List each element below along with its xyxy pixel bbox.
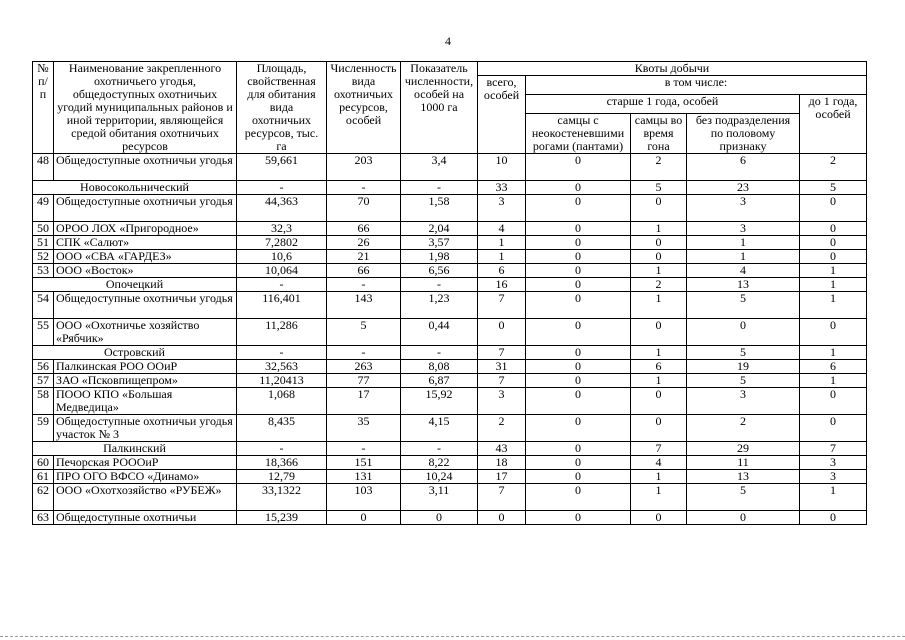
district-row <box>33 181 867 195</box>
cell-total: 16 <box>478 278 526 292</box>
table-row <box>33 360 867 374</box>
cell-density: 0,44 <box>401 319 478 346</box>
cell-area: 10,6 <box>237 250 327 264</box>
table-row <box>33 264 867 278</box>
district-name: Опочецкий <box>33 278 237 292</box>
cell-total: 7 <box>478 484 526 511</box>
cell-density: 6,87 <box>401 374 478 388</box>
header-total: всего, особей <box>478 76 526 154</box>
cell-rut: 1 <box>631 292 687 319</box>
cell-antlers: 0 <box>526 292 631 319</box>
cell-young: 1 <box>800 292 867 319</box>
cell-antlers: 0 <box>526 388 631 415</box>
cell-total: 6 <box>478 264 526 278</box>
cell-rut: 0 <box>631 388 687 415</box>
cell-nosex: 23 <box>687 181 800 195</box>
cell-area: 116,401 <box>237 292 327 319</box>
cell-area: 15,239 <box>237 511 327 525</box>
cell-total: 4 <box>478 222 526 236</box>
cell-density: - <box>401 181 478 195</box>
hunting-ground-name: Общедоступные охотничьи угодья <box>54 195 237 222</box>
cell-rut: 2 <box>631 278 687 292</box>
cell-density: 3,11 <box>401 484 478 511</box>
cell-young: 3 <box>800 456 867 470</box>
row-number: 55 <box>33 319 54 346</box>
cell-nosex: 0 <box>687 319 800 346</box>
cell-area: 11,20413 <box>237 374 327 388</box>
cell-density: 1,58 <box>401 195 478 222</box>
header-density: Показатель численности, особей на 1000 га <box>401 62 478 154</box>
cell-antlers: 0 <box>526 346 631 360</box>
cell-nosex: 11 <box>687 456 800 470</box>
cell-area: 33,1322 <box>237 484 327 511</box>
header-males-antlers: самцы с неокостеневшими рогами (пантами) <box>526 114 631 154</box>
cell-total: 7 <box>478 374 526 388</box>
row-number: 49 <box>33 195 54 222</box>
cell-rut: 2 <box>631 154 687 181</box>
cell-count: 143 <box>327 292 401 319</box>
cell-young: 0 <box>800 195 867 222</box>
cell-density: 10,24 <box>401 470 478 484</box>
cell-density: 1,23 <box>401 292 478 319</box>
cell-antlers: 0 <box>526 319 631 346</box>
cell-area: 11,286 <box>237 319 327 346</box>
cell-antlers: 0 <box>526 415 631 442</box>
hunting-ground-name: Общедоступные охотничьи угодья <box>54 154 237 181</box>
row-number: 63 <box>33 511 54 525</box>
header-area: Площадь, свойственная для обитания вида охотничьих ресурсов, тыс. га <box>237 62 327 154</box>
cell-nosex: 5 <box>687 374 800 388</box>
cell-rut: 1 <box>631 374 687 388</box>
cell-density: 0 <box>401 511 478 525</box>
hunting-ground-name: ООО «Охотничье хозяйство «Рябчик» <box>54 319 237 346</box>
cell-rut: 6 <box>631 360 687 374</box>
row-number: 48 <box>33 154 54 181</box>
hunting-ground-name: Палкинская РОО ООиР <box>54 360 237 374</box>
row-number: 50 <box>33 222 54 236</box>
cell-area: - <box>237 278 327 292</box>
cell-density: - <box>401 346 478 360</box>
cell-count: 66 <box>327 264 401 278</box>
cell-area: 10,064 <box>237 264 327 278</box>
row-number: 53 <box>33 264 54 278</box>
cell-nosex: 5 <box>687 484 800 511</box>
cell-rut: 0 <box>631 319 687 346</box>
cell-antlers: 0 <box>526 195 631 222</box>
cell-area: 18,366 <box>237 456 327 470</box>
cell-young: 1 <box>800 278 867 292</box>
cell-antlers: 0 <box>526 456 631 470</box>
cell-antlers: 0 <box>526 181 631 195</box>
cell-count: 263 <box>327 360 401 374</box>
cell-nosex: 6 <box>687 154 800 181</box>
header-older: старше 1 года, особей <box>526 95 800 114</box>
cell-antlers: 0 <box>526 442 631 456</box>
cell-rut: 0 <box>631 250 687 264</box>
table-row <box>33 374 867 388</box>
header-num: № п/п <box>33 62 54 154</box>
cell-antlers: 0 <box>526 264 631 278</box>
cell-total: 7 <box>478 346 526 360</box>
cell-antlers: 0 <box>526 360 631 374</box>
table-row <box>33 484 867 511</box>
cell-area: 1,068 <box>237 388 327 415</box>
table-row <box>33 470 867 484</box>
cell-nosex: 5 <box>687 292 800 319</box>
cell-density: 8,22 <box>401 456 478 470</box>
cell-area: 59,661 <box>237 154 327 181</box>
cell-area: - <box>237 181 327 195</box>
cell-total: 1 <box>478 250 526 264</box>
header-quotas: Квоты добычи <box>478 62 867 76</box>
cell-nosex: 5 <box>687 346 800 360</box>
cell-count: 70 <box>327 195 401 222</box>
page-number: 4 <box>445 34 451 48</box>
table-row <box>33 415 867 442</box>
cell-total: 2 <box>478 415 526 442</box>
cell-count: 5 <box>327 319 401 346</box>
cell-count: 21 <box>327 250 401 264</box>
cell-area: 8,435 <box>237 415 327 442</box>
cell-rut: 1 <box>631 484 687 511</box>
district-row <box>33 278 867 292</box>
cell-count: 203 <box>327 154 401 181</box>
cell-total: 1 <box>478 236 526 250</box>
cell-area: 32,563 <box>237 360 327 374</box>
cell-density: 3,4 <box>401 154 478 181</box>
cell-nosex: 13 <box>687 278 800 292</box>
cell-rut: 0 <box>631 236 687 250</box>
cell-young: 0 <box>800 222 867 236</box>
cell-density: 8,08 <box>401 360 478 374</box>
cell-nosex: 0 <box>687 511 800 525</box>
district-name: Новосокольнический <box>33 181 237 195</box>
cell-total: 3 <box>478 195 526 222</box>
district-name: Островский <box>33 346 237 360</box>
header-males-rut: самцы во время гона <box>631 114 687 154</box>
cell-young: 0 <box>800 415 867 442</box>
row-number: 59 <box>33 415 54 442</box>
cell-young: 1 <box>800 374 867 388</box>
cell-total: 31 <box>478 360 526 374</box>
row-number: 58 <box>33 388 54 415</box>
table-row <box>33 511 867 525</box>
district-row <box>33 442 867 456</box>
cell-area: 32,3 <box>237 222 327 236</box>
row-number: 61 <box>33 470 54 484</box>
table-row <box>33 236 867 250</box>
cell-nosex: 3 <box>687 388 800 415</box>
cell-young: 1 <box>800 484 867 511</box>
district-row <box>33 346 867 360</box>
cell-nosex: 3 <box>687 195 800 222</box>
district-name: Палкинский <box>33 442 237 456</box>
cell-count: 151 <box>327 456 401 470</box>
table-row <box>33 195 867 222</box>
table-row <box>33 250 867 264</box>
cell-nosex: 2 <box>687 415 800 442</box>
cell-nosex: 13 <box>687 470 800 484</box>
table-row <box>33 222 867 236</box>
cell-nosex: 1 <box>687 250 800 264</box>
cell-young: 0 <box>800 250 867 264</box>
cell-area: - <box>237 442 327 456</box>
hunting-ground-name: Печорская РОООиР <box>54 456 237 470</box>
hunting-ground-name: ЗАО «Псковпищепром» <box>54 374 237 388</box>
cell-young: 7 <box>800 442 867 456</box>
table-row <box>33 292 867 319</box>
header-young: до 1 года, особей <box>800 95 867 154</box>
hunting-ground-name: ООО «Восток» <box>54 264 237 278</box>
cell-young: 2 <box>800 154 867 181</box>
row-number: 62 <box>33 484 54 511</box>
cell-nosex: 1 <box>687 236 800 250</box>
cell-count: - <box>327 181 401 195</box>
cell-count: 103 <box>327 484 401 511</box>
cell-count: - <box>327 278 401 292</box>
cell-density: 3,57 <box>401 236 478 250</box>
cell-antlers: 0 <box>526 484 631 511</box>
cell-nosex: 29 <box>687 442 800 456</box>
cell-young: 5 <box>800 181 867 195</box>
cell-total: 3 <box>478 388 526 415</box>
cell-rut: 0 <box>631 415 687 442</box>
cell-total: 7 <box>478 292 526 319</box>
row-number: 54 <box>33 292 54 319</box>
cell-count: 26 <box>327 236 401 250</box>
row-number: 52 <box>33 250 54 264</box>
cell-rut: 1 <box>631 222 687 236</box>
cell-count: 0 <box>327 511 401 525</box>
cell-rut: 0 <box>631 511 687 525</box>
cell-area: 44,363 <box>237 195 327 222</box>
cell-count: - <box>327 346 401 360</box>
row-number: 60 <box>33 456 54 470</box>
cell-total: 33 <box>478 181 526 195</box>
cell-nosex: 3 <box>687 222 800 236</box>
cell-young: 0 <box>800 511 867 525</box>
cell-nosex: 4 <box>687 264 800 278</box>
table-row <box>33 319 867 346</box>
table-row <box>33 154 867 181</box>
cell-total: 17 <box>478 470 526 484</box>
cell-antlers: 0 <box>526 236 631 250</box>
cell-antlers: 0 <box>526 222 631 236</box>
cell-total: 18 <box>478 456 526 470</box>
quota-table <box>32 61 867 525</box>
cell-density: 1,98 <box>401 250 478 264</box>
hunting-ground-name: ООО «Охотхозяйство «РУБЕЖ» <box>54 484 237 511</box>
cell-young: 0 <box>800 319 867 346</box>
cell-area: 7,2802 <box>237 236 327 250</box>
cell-antlers: 0 <box>526 511 631 525</box>
cell-count: 66 <box>327 222 401 236</box>
cell-count: 35 <box>327 415 401 442</box>
cell-young: 1 <box>800 264 867 278</box>
cell-area: - <box>237 346 327 360</box>
hunting-ground-name: Общедоступные охотничьи угодья <box>54 292 237 319</box>
cell-density: 15,92 <box>401 388 478 415</box>
header-count: Численность вида охотничьих ресурсов, особей <box>327 62 401 154</box>
cell-rut: 1 <box>631 470 687 484</box>
row-number: 56 <box>33 360 54 374</box>
header-including: в том числе: <box>526 76 867 95</box>
row-number: 51 <box>33 236 54 250</box>
hunting-ground-name: Общедоступные охотничьи угодья участок № 3 <box>54 415 237 442</box>
hunting-ground-name: ООО «СВА «ГАРДЕЗ» <box>54 250 237 264</box>
header-no-sex: без подразделения по половому признаку <box>687 114 800 154</box>
header-name: Наименование закрепленного охотничьего угодья, общедоступных охотничьих угодий муниципальных районов и иной территории, являющейся средой обитания охотничьих ресурсов <box>54 62 237 154</box>
cell-rut: 0 <box>631 195 687 222</box>
cell-density: - <box>401 278 478 292</box>
hunting-ground-name: ПРО ОГО ВФСО «Динамо» <box>54 470 237 484</box>
cell-rut: 5 <box>631 181 687 195</box>
cell-count: 17 <box>327 388 401 415</box>
cell-total: 0 <box>478 319 526 346</box>
cell-rut: 1 <box>631 264 687 278</box>
table-row <box>33 456 867 470</box>
hunting-ground-name: СПК «Салют» <box>54 236 237 250</box>
cell-antlers: 0 <box>526 470 631 484</box>
cell-count: 77 <box>327 374 401 388</box>
cell-density: - <box>401 442 478 456</box>
cell-total: 10 <box>478 154 526 181</box>
cell-young: 3 <box>800 470 867 484</box>
cell-count: - <box>327 442 401 456</box>
cell-antlers: 0 <box>526 374 631 388</box>
hunting-ground-name: ПООО КПО «Большая Медведица» <box>54 388 237 415</box>
page-bottom-edge <box>0 636 905 638</box>
cell-area: 12,79 <box>237 470 327 484</box>
cell-young: 0 <box>800 388 867 415</box>
cell-rut: 1 <box>631 346 687 360</box>
cell-young: 0 <box>800 236 867 250</box>
cell-antlers: 0 <box>526 250 631 264</box>
cell-density: 4,15 <box>401 415 478 442</box>
cell-count: 131 <box>327 470 401 484</box>
cell-antlers: 0 <box>526 278 631 292</box>
cell-young: 6 <box>800 360 867 374</box>
table-row <box>33 388 867 415</box>
cell-total: 0 <box>478 511 526 525</box>
cell-density: 2,04 <box>401 222 478 236</box>
cell-density: 6,56 <box>401 264 478 278</box>
cell-rut: 7 <box>631 442 687 456</box>
cell-young: 1 <box>800 346 867 360</box>
hunting-ground-name: ОРОО ЛОХ «Пригородное» <box>54 222 237 236</box>
cell-antlers: 0 <box>526 154 631 181</box>
cell-nosex: 19 <box>687 360 800 374</box>
hunting-ground-name: Общедоступные охотничьи <box>54 511 237 525</box>
cell-total: 43 <box>478 442 526 456</box>
cell-rut: 4 <box>631 456 687 470</box>
row-number: 57 <box>33 374 54 388</box>
